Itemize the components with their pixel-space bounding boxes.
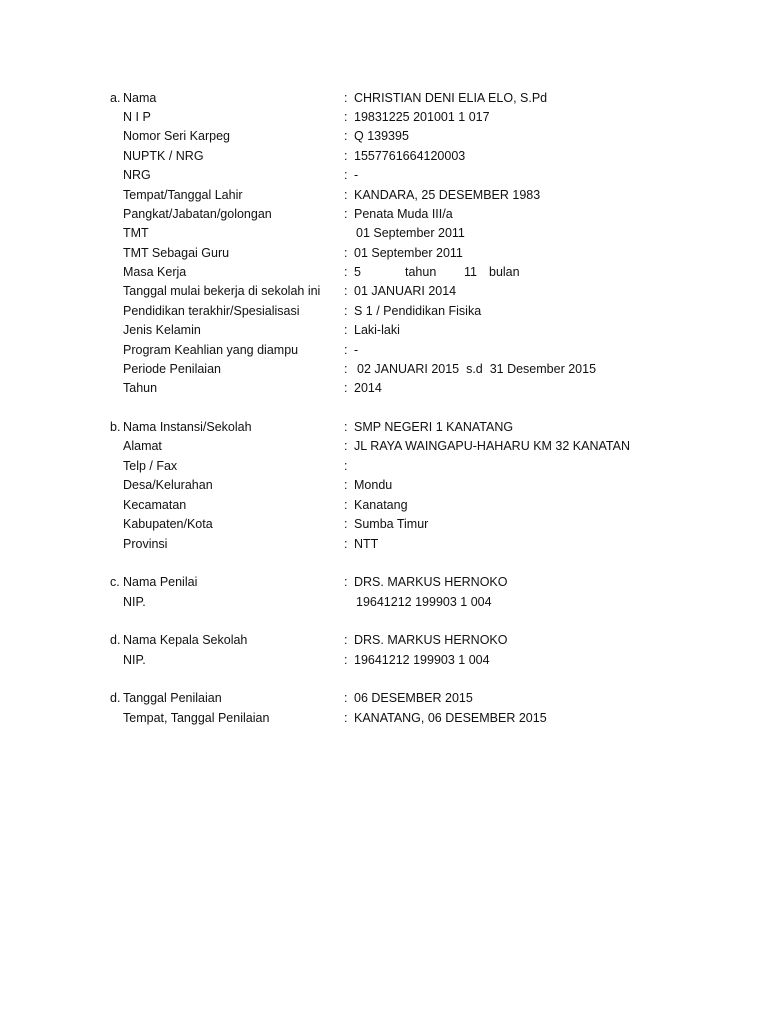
field-row-kecamatan [0,496,768,515]
field-value: Kanatang [354,498,408,512]
field-row-tmt [0,224,768,243]
field-colon: : [344,343,348,357]
field-value: CHRISTIAN DENI ELIA ELO, S.Pd [354,91,548,105]
field-row-masa-kerja [0,263,768,282]
field-label: TMT Sebagai Guru [123,246,230,260]
field-colon: : [344,381,348,395]
field-colon: : [344,711,348,725]
field-colon: : [344,91,348,105]
field-value: Laki-laki [354,323,400,337]
field-value: 06 DESEMBER 2015 [354,691,473,705]
field-value: KANDARA, 25 DESEMBER 1983 [354,188,541,202]
field-row-alamat [0,437,768,456]
field-colon: : [344,188,348,202]
field-row-pangkat [0,205,768,224]
field-label: NIP. [123,595,146,609]
field-colon: : [344,304,348,318]
field-label: Periode Penilaian [123,362,221,376]
field-row-provinsi [0,535,768,554]
field-label: Masa Kerja [123,265,187,279]
field-label: Nama [123,91,157,105]
field-label: Nama Kepala Sekolah [123,633,248,647]
field-label: Tahun [123,381,158,395]
field-colon: : [344,575,348,589]
field-value: 19831225 201001 1 017 [354,110,490,124]
field-row-nuptk [0,147,768,166]
field-label: Tempat/Tanggal Lahir [123,188,243,202]
field-label: Tempat, Tanggal Penilaian [123,711,270,725]
field-value: 19641212 199903 1 004 [356,595,492,609]
field-value: DRS. MARKUS HERNOKO [354,575,508,589]
field-row-nama-penilai [0,573,768,592]
field-colon: : [344,653,348,667]
field-value: NTT [354,537,379,551]
field-row-periode [0,360,768,379]
section-marker-d: d. [110,633,121,647]
field-colon: : [344,633,348,647]
field-colon: : [344,439,348,453]
field-value: 1557761664120003 [354,149,466,163]
field-colon: : [344,284,348,298]
field-colon: : [344,265,348,279]
field-row-nama [0,89,768,108]
field-colon: : [344,129,348,143]
field-label: Pendidikan terakhir/Spesialisasi [123,304,300,318]
field-label: Tanggal Penilaian [123,691,222,705]
field-row-telp [0,457,768,476]
field-value: Q 139395 [354,129,409,143]
field-row-karpeg [0,127,768,146]
field-colon: : [344,110,348,124]
masa-kerja-years: 5 [354,265,361,279]
field-row-desa [0,476,768,495]
field-row-jenis-kelamin [0,321,768,340]
field-colon: : [344,517,348,531]
field-value: 02 JANUARI 2015 s.d 31 Desember 2015 [357,362,597,376]
field-label: Nomor Seri Karpeg [123,129,230,143]
field-row-tmt-guru [0,244,768,263]
field-value: - [354,343,359,357]
field-colon: : [344,168,348,182]
field-label: Alamat [123,439,162,453]
section-marker-b: b. [110,420,121,434]
field-value: 2014 [354,381,382,395]
field-colon: : [344,420,348,434]
field-row-tanggal-mulai [0,282,768,301]
field-value: 19641212 199903 1 004 [354,653,490,667]
field-label: Desa/Kelurahan [123,478,213,492]
field-row-tempat-tanggal-penilaian [0,709,768,728]
masa-kerja-months: 11 [464,265,477,279]
field-value: SMP NEGERI 1 KANATANG [354,420,514,434]
field-row-nip-penilai [0,593,768,612]
field-value: Penata Muda III/a [354,207,453,221]
field-label: Pangkat/Jabatan/golongan [123,207,272,221]
masa-kerja-months-unit: bulan [489,265,520,279]
field-value: KANATANG, 06 DESEMBER 2015 [354,711,547,725]
field-colon: : [344,149,348,163]
field-row-nip [0,108,768,127]
field-row-nrg [0,166,768,185]
field-value: Mondu [354,478,393,492]
field-colon: : [344,691,348,705]
section-marker-c: c. [110,575,120,589]
field-label: Nama Instansi/Sekolah [123,420,252,434]
field-value: 01 September 2011 [356,226,465,240]
field-row-pendidikan [0,302,768,321]
field-row-kabupaten [0,515,768,534]
field-label: Jenis Kelamin [123,323,201,337]
field-colon: : [344,362,348,376]
field-label: Kecamatan [123,498,187,512]
field-label: N I P [123,110,151,124]
field-label: Provinsi [123,537,168,551]
field-label: NRG [123,168,151,182]
field-value: JL RAYA WAINGAPU-HAHARU KM 32 KANATAN [354,439,630,453]
field-label: NIP. [123,653,146,667]
field-value: - [354,168,359,182]
field-row-tahun [0,379,768,398]
field-row-nama-instansi [0,418,768,437]
section-marker-a: a. [110,91,121,105]
masa-kerja-years-unit: tahun [405,265,437,279]
field-row-tanggal-penilaian [0,689,768,708]
field-colon: : [344,246,348,260]
field-value: 01 JANUARI 2014 [354,284,457,298]
field-value: DRS. MARKUS HERNOKO [354,633,508,647]
field-label: Tanggal mulai bekerja di sekolah ini [123,284,321,298]
field-value: Sumba Timur [354,517,429,531]
field-label: Kabupaten/Kota [123,517,213,531]
field-label: Telp / Fax [123,459,178,473]
field-colon: : [344,478,348,492]
field-label: Nama Penilai [123,575,198,589]
field-value: 01 September 2011 [354,246,463,260]
field-row-nama-kepala-sekolah [0,631,768,650]
field-row-program-keahlian [0,341,768,360]
field-label: TMT [123,226,149,240]
field-colon: : [344,498,348,512]
section-marker-d2: d. [110,691,121,705]
field-row-ttl [0,186,768,205]
field-colon: : [344,459,348,473]
field-colon: : [344,207,348,221]
field-row-nip-kepala-sekolah [0,651,768,670]
field-colon: : [344,537,348,551]
field-label: Program Keahlian yang diampu [123,343,299,357]
field-label: NUPTK / NRG [123,149,204,163]
field-colon: : [344,323,348,337]
field-value: S 1 / Pendidikan Fisika [354,304,482,318]
